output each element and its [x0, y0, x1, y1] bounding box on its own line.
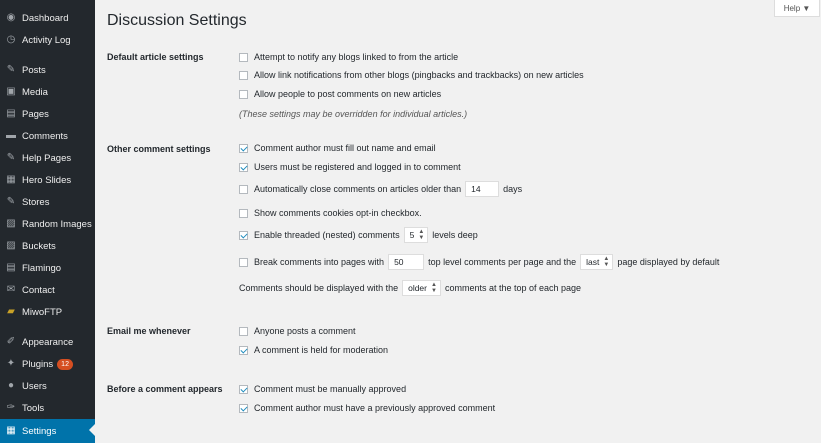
section-label-default-article: Default article settings	[107, 52, 204, 62]
option-label: A comment is held for moderation	[254, 345, 389, 355]
updown-arrows-icon: ▲ ▼	[431, 282, 437, 294]
sidebar-item-label: Users	[22, 380, 47, 392]
close-comments-checkbox[interactable]	[239, 185, 248, 194]
media-icon: ▣	[6, 86, 16, 97]
select-value: 5	[409, 230, 415, 240]
image-icon: ▨	[6, 240, 16, 251]
sidebar-item-users[interactable]	[0, 375, 95, 397]
comment-icon: ▬	[6, 130, 16, 141]
email-any-comment-checkbox[interactable]	[239, 327, 248, 336]
sidebar-item-posts[interactable]	[0, 59, 95, 81]
option-label: Enable threaded (nested) comments	[254, 230, 400, 240]
sidebar-item-label: Tools	[22, 402, 45, 414]
allow-comments-checkbox[interactable]	[239, 90, 248, 99]
threaded-comments-checkbox[interactable]	[239, 231, 248, 240]
sidebar-item-label: Stores	[22, 196, 50, 208]
option-label: Allow people to post comments on new articles	[254, 89, 442, 99]
sidebar-item-label: Contact	[22, 284, 55, 296]
option-label: Anyone posts a comment	[254, 326, 356, 336]
updown-arrows-icon: ▲ ▼	[418, 229, 425, 241]
close-days-input[interactable]: 14	[465, 181, 499, 197]
previous-approval-checkbox[interactable]	[239, 404, 248, 413]
option-row	[239, 382, 406, 396]
section-label-email: Email me whenever	[107, 326, 191, 336]
brush-icon: ✐	[6, 336, 16, 347]
pin-icon: ✎	[6, 64, 16, 75]
pages-icon: ▤	[6, 108, 16, 119]
notify-blogs-checkbox[interactable]	[239, 53, 248, 62]
sidebar-item-settings[interactable]	[0, 419, 95, 443]
pingbacks-checkbox[interactable]	[239, 71, 248, 80]
option-row	[239, 160, 461, 174]
sidebar-item-label: Comments	[22, 130, 68, 142]
sidebar-item-dashboard[interactable]	[0, 7, 95, 29]
update-count-badge: 12	[57, 359, 73, 370]
plugin-icon: ✦	[6, 358, 16, 369]
option-row	[239, 281, 581, 295]
option-row	[239, 343, 388, 357]
sidebar-item-label: Dashboard	[22, 12, 69, 24]
mail-icon: ✉	[6, 284, 16, 295]
updown-arrows-icon: ▲ ▼	[603, 256, 610, 268]
admin-sidebar	[0, 0, 95, 443]
settings-icon: ▦	[6, 425, 16, 436]
option-row	[239, 255, 719, 269]
sidebar-item-label: Activity Log	[22, 34, 71, 46]
sidebar-item-label: Settings	[22, 425, 57, 437]
option-label: days	[503, 184, 523, 194]
sidebar-item-label: Random Images	[22, 218, 92, 230]
option-label: Show comments cookies opt-in checkbox.	[254, 208, 422, 218]
default-page-select[interactable]	[580, 254, 613, 270]
sidebar-item-stores[interactable]	[0, 191, 95, 213]
sidebar-item-label: Help Pages	[22, 152, 72, 164]
sidebar-item-plugins[interactable]	[0, 353, 95, 375]
sidebar-item-media[interactable]	[0, 81, 95, 103]
help-button[interactable]: Help ▼	[774, 0, 820, 17]
sidebar-item-label: Buckets	[22, 240, 56, 252]
option-row	[239, 206, 422, 220]
wrench-icon: ✑	[6, 402, 16, 413]
sidebar-item-miwoftp[interactable]	[0, 301, 95, 323]
thread-depth-select[interactable]	[404, 227, 429, 243]
sidebar-item-label: Posts	[22, 64, 46, 76]
sidebar-item-tools[interactable]	[0, 397, 95, 419]
sidebar-item-label: Flamingo	[22, 262, 62, 274]
option-row	[239, 401, 495, 415]
option-label: Comment author must have a previously approved comment	[254, 403, 496, 413]
form-icon: ▤	[6, 262, 16, 273]
option-label: top level comments per page and the	[428, 257, 577, 267]
option-row	[239, 182, 522, 196]
option-label: comments at the top of each page	[444, 283, 582, 293]
pin-icon: ✎	[6, 152, 16, 163]
image-icon: ▨	[6, 218, 16, 229]
option-label: Automatically close comments on articles older than	[254, 184, 462, 194]
sidebar-item-label: Plugins	[22, 358, 54, 370]
sidebar-item-buckets[interactable]	[0, 235, 95, 257]
slides-icon: ▦	[6, 174, 16, 185]
email-moderation-checkbox[interactable]	[239, 346, 248, 355]
option-label: Break comments into pages with	[254, 257, 385, 267]
note-text: (These settings may be overridden for individual articles.)	[239, 109, 468, 119]
comments-per-page-input[interactable]: 50	[388, 254, 424, 270]
option-row	[239, 141, 436, 155]
sidebar-item-activity-log[interactable]	[0, 29, 95, 51]
sidebar-item-pages[interactable]	[0, 103, 95, 125]
sidebar-item-appearance[interactable]	[0, 331, 95, 353]
page-title: Discussion Settings	[107, 12, 247, 29]
registration-required-checkbox[interactable]	[239, 163, 248, 172]
sidebar-item-random-images[interactable]	[0, 213, 95, 235]
paginate-comments-checkbox[interactable]	[239, 258, 248, 267]
option-label: page displayed by default	[617, 257, 720, 267]
sidebar-item-label: Pages	[22, 108, 49, 120]
option-label: Attempt to notify any blogs linked to from the article	[254, 52, 459, 62]
sidebar-item-label: MiwoFTP	[22, 306, 63, 318]
comment-order-select[interactable]	[402, 280, 441, 296]
option-label: Comment must be manually approved	[254, 384, 407, 394]
option-label: levels deep	[432, 230, 478, 240]
pin-icon: ✎	[6, 196, 16, 207]
sidebar-item-label: Media	[22, 86, 48, 98]
option-label: Comments should be displayed with the	[239, 283, 399, 293]
require-name-email-checkbox[interactable]	[239, 144, 248, 153]
sidebar-item-label: Appearance	[22, 336, 74, 348]
option-label: Users must be registered and logged in to comment	[254, 162, 461, 172]
manual-approval-checkbox[interactable]	[239, 385, 248, 394]
override-note	[239, 107, 467, 121]
cookies-opt-in-checkbox[interactable]	[239, 209, 248, 218]
sidebar-item-contact[interactable]	[0, 279, 95, 301]
option-row	[239, 87, 441, 101]
option-row	[239, 324, 356, 338]
option-label: Comment author must fill out name and email	[254, 143, 436, 153]
sidebar-item-comments[interactable]	[0, 125, 95, 147]
clock-icon: ◷	[6, 34, 16, 45]
section-label-other-comment: Other comment settings	[107, 144, 211, 154]
sidebar-item-label: Hero Slides	[22, 174, 72, 186]
option-row	[239, 50, 458, 64]
section-label-before-comment: Before a comment appears	[107, 384, 223, 394]
option-row	[239, 68, 584, 82]
option-row	[239, 228, 478, 242]
select-value: older	[408, 283, 427, 293]
option-label: Allow link notifications from other blogs (pingbacks and trackbacks) on new articles	[254, 70, 584, 80]
user-icon: ●	[7, 380, 15, 391]
sidebar-item-hero-slides[interactable]	[0, 169, 95, 191]
sidebar-item-help-pages[interactable]	[0, 147, 95, 169]
sidebar-item-flamingo[interactable]	[0, 257, 95, 279]
gauge-icon: ◉	[6, 12, 16, 23]
select-value: last	[586, 257, 600, 267]
folder-icon: ▰	[7, 306, 15, 317]
